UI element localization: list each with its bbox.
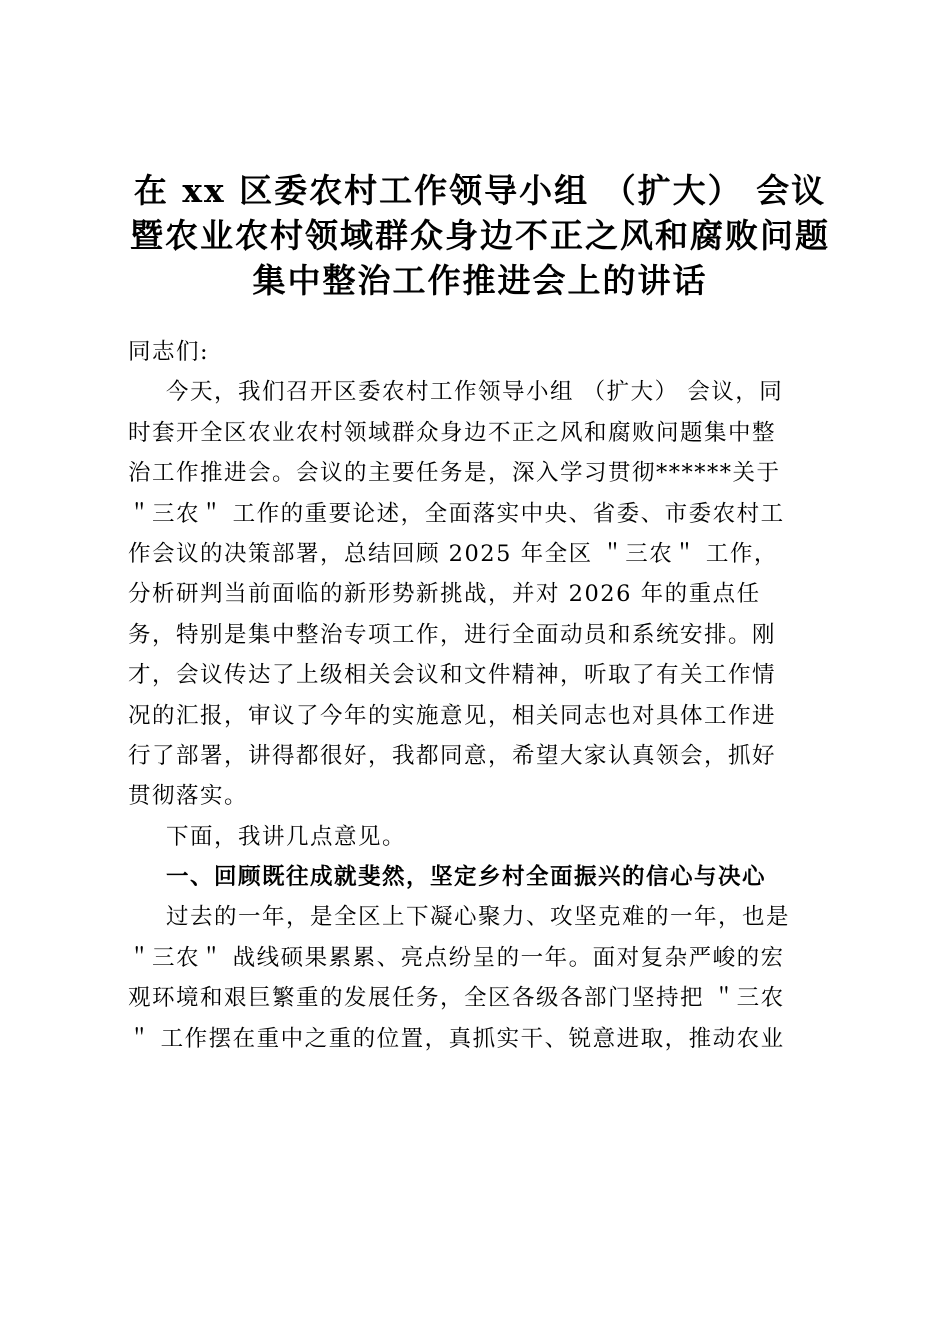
- title-line-3: 集中整治工作推进会上的讲话: [252, 261, 708, 300]
- paragraph-line: ＂ 工作摆在重中之重的位置，真抓实干、锐意进取，推动农业: [128, 1025, 785, 1052]
- paragraph-line: 过去的一年，是全区上下凝心聚力、攻坚克难的一年，也是: [166, 904, 791, 931]
- paragraph-line: 观环境和艰巨繁重的发展任务，全区各级各部门坚持把 ＂三农: [128, 985, 785, 1012]
- paragraph-line: 贯彻落实。: [128, 783, 249, 810]
- paragraph-line: 时套开全区农业农村领域群众身边不正之风和腐败问题集中整: [128, 419, 777, 446]
- paragraph-transition: 下面，我讲几点意见。: [166, 823, 407, 850]
- paragraph-review: [128, 897, 834, 1059]
- document-body: [128, 332, 834, 1059]
- title-line-1: 在 xx 区委农村工作领导小组 （扩大） 会议: [133, 171, 827, 210]
- paragraph-line: ＂三农＂ 战线硕果累累、亮点纷呈的一年。面对复杂严峻的宏: [128, 944, 785, 971]
- greeting: 同志们:: [128, 339, 210, 365]
- paragraph-line: 务，特别是集中整治专项工作，进行全面动员和系统安排。刚: [128, 621, 777, 648]
- paragraph-line: 才，会议传达了上级相关会议和文件精神，听取了有关工作情: [128, 662, 777, 689]
- paragraph-line: 作会议的决策部署，总结回顾 2025 年全区 ＂三农＂ 工作，: [128, 540, 778, 567]
- document-title: [120, 168, 840, 303]
- paragraph-line: 治工作推进会。会议的主要任务是，深入学习贯彻******关于: [128, 460, 781, 487]
- paragraph-line: 今天，我们召开区委农村工作领导小组 （扩大） 会议，同: [166, 379, 784, 406]
- paragraph-line: 行了部署，讲得都很好，我都同意，希望大家认真领会，抓好: [128, 742, 777, 769]
- paragraph-opening: [128, 372, 834, 816]
- title-line-2: 暨农业农村领域群众身边不正之风和腐败问题: [130, 216, 830, 255]
- section-heading-1: 一、回顾既往成就斐然，坚定乡村全面振兴的信心与决心: [166, 864, 767, 891]
- paragraph-line: 况的汇报，审议了今年的实施意见，相关同志也对具体工作进: [128, 702, 777, 729]
- paragraph-line: ＂三农＂ 工作的重要论述，全面落实中央、省委、市委农村工: [128, 500, 785, 527]
- paragraph-line: 分析研判当前面临的新形势新挑战，并对 2026 年的重点任: [128, 581, 761, 608]
